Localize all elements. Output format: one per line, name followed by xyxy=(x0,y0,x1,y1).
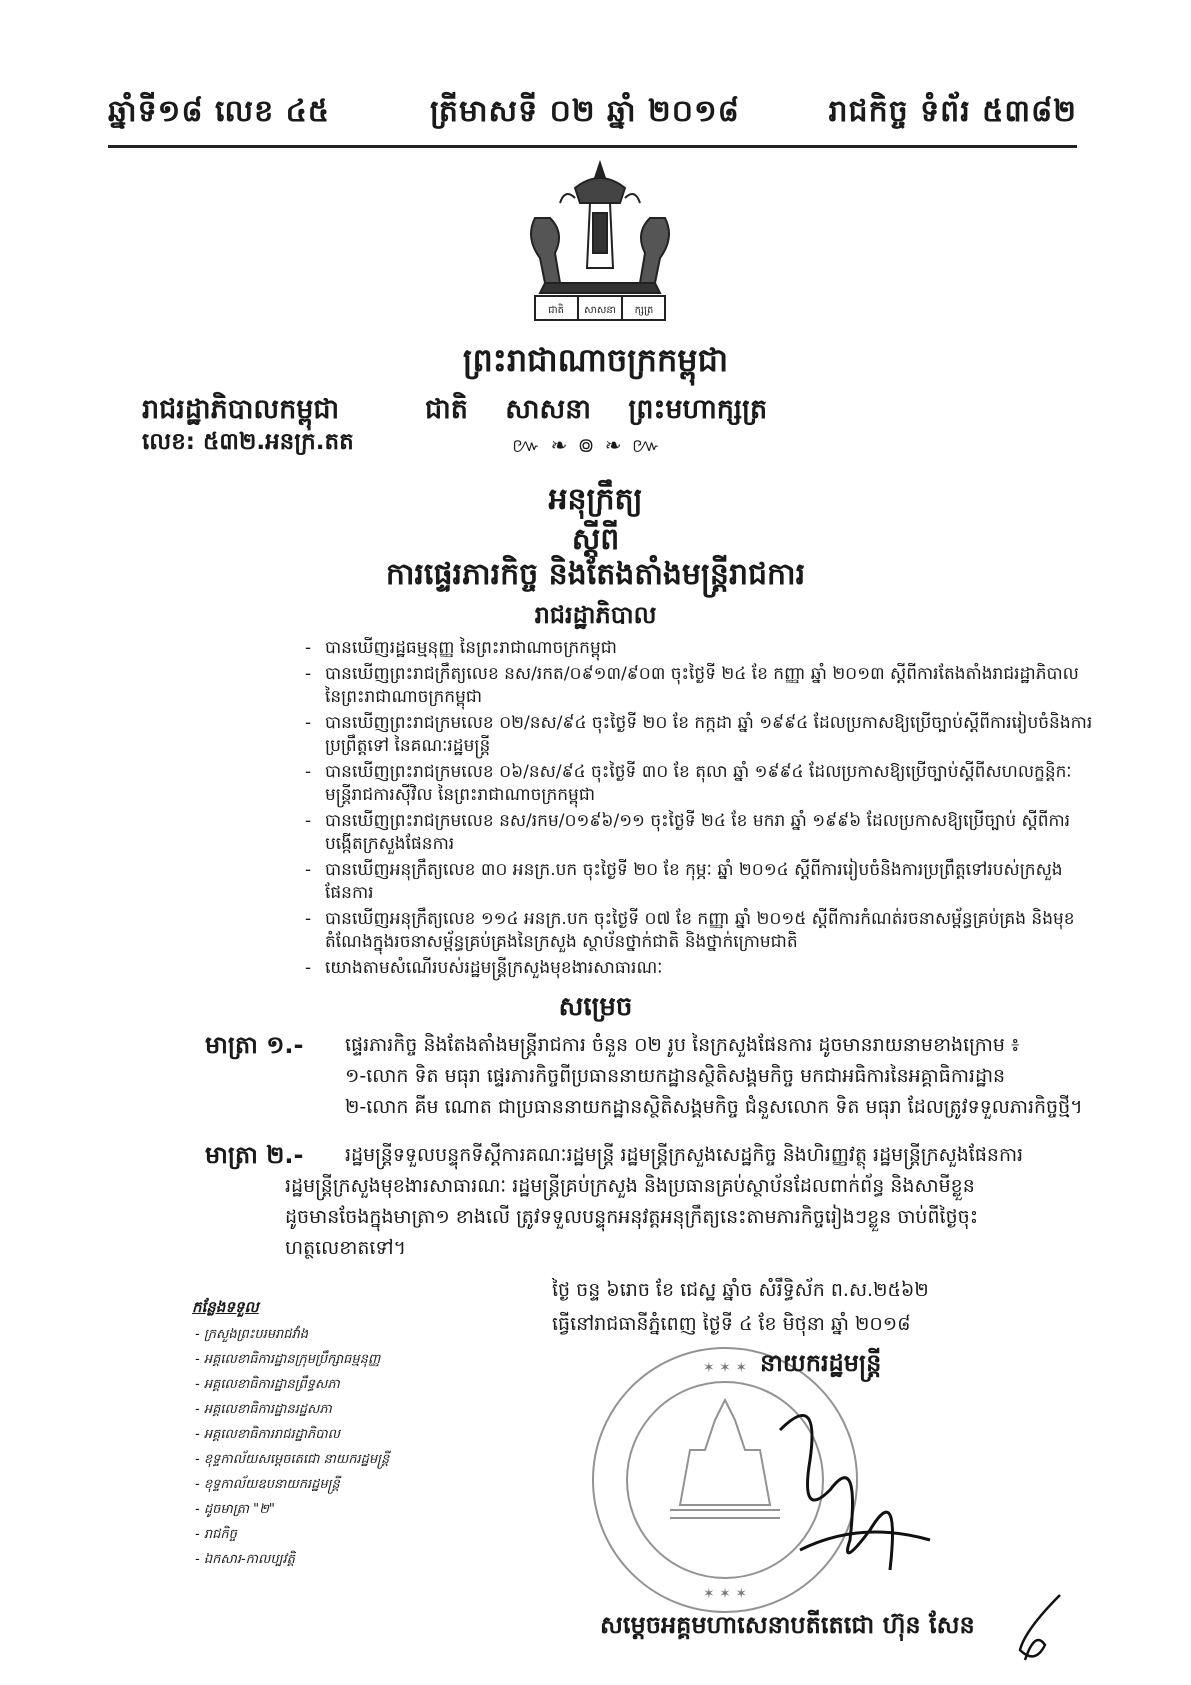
article-text: ហត្ថលេខាតទៅ។ xyxy=(285,1237,407,1259)
svg-text:សាសនា: សាសនា xyxy=(584,305,616,316)
list-item: - បានឃើញព្រះរាជក្រឹត្យលេខ នស/រកត/០៩១៣/៩០៣ ចុះថ្ងៃទី ២៤ ខែ កញ្ញា ឆ្នាំ ២០១៣ ស្តីពីការតែងតាំងរាជរដ្ឋាភិបាល នៃព្រះរាជាណាចក្រកម្ពុជា xyxy=(305,664,1079,707)
article-text: ដូចមានចែងក្នុងមាត្រា១ ខាងលើ ត្រូវទទួលបន្ទុកអនុវត្តអនុក្រឹត្យនេះតាមភារកិច្ចរៀងៗខ្លួន ចាប់ពីថ្ងៃចុះ xyxy=(285,1206,979,1228)
list-item: - ឯកសារ-កាលប្បវត្តិ xyxy=(195,1552,295,1567)
considerations-list xyxy=(305,637,1095,983)
reference-number: លេខ: ៥៣២.អនក្រ.តត xyxy=(142,429,354,455)
list-item: - ក្រសួងព្រះបរមរាជវាំង xyxy=(195,1327,309,1342)
lunar-date: ថ្ងៃ ចន្ទ ៦រោច ខែ ជេស្ឋ ឆ្នាំច សំរឹទ្ធិស័ក ព.ស.២៥៦២ xyxy=(552,1279,929,1301)
decision-heading: សម្រេច xyxy=(558,992,633,1022)
issuer: រាជរដ្ឋាភិបាល xyxy=(534,601,657,629)
list-item: - អគ្គលេខាធិការរាជរដ្ឋាភិបាល xyxy=(195,1427,340,1442)
title-about: ស្តីពី xyxy=(571,522,620,557)
svg-text:✶ ✶ ✶: ✶ ✶ ✶ xyxy=(702,1586,748,1602)
article-1 xyxy=(205,1030,1100,1123)
document-type: អនុក្រឹត្យ xyxy=(548,482,643,517)
solar-date: ធ្វើនៅរាជធានីភ្នំពេញ ថ្ងៃទី ៤ ខែ មិថុនា ឆ្នាំ ២០១៨ xyxy=(552,1313,911,1335)
list-item: - បានឃើញរដ្ឋធម្មនុញ្ញ នៃព្រះរាជាណាចក្រកម្ពុជា xyxy=(305,638,617,658)
header-rule xyxy=(108,145,1077,148)
list-item: - បានឃើញព្រះរាជក្រមលេខ ០២/នស/៩៤ ចុះថ្ងៃទី ២០ ខែ កក្កដា ឆ្នាំ ១៩៩៤ ដែលប្រកាសឱ្យប្រើច្បាប់ស្តីពីការរៀបចំនិងការប្រព្រឹត្តទៅ នៃគណៈរដ្ឋមន្ត្រី xyxy=(305,713,1093,756)
signature-icon xyxy=(740,1370,940,1590)
list-item: - អគ្គលេខាធិការដ្ឋានព្រឹទ្ធសភា xyxy=(195,1377,340,1392)
article-text: ផ្ទេរភារកិច្ច និងតែងតាំងមន្ត្រីរាជការ ចំនួន ០២ រូប នៃក្រសួងផែនការ ដូចមានរាយនាមខាងក្រោម ៖ xyxy=(345,1034,1020,1056)
list-item: - បានឃើញអនុក្រឹត្យលេខ ១១៤ អនក្រ.បក ចុះថ្ងៃទី ០៧ ខែ កញ្ញា ឆ្នាំ ២០១៥ ស្តីពីការកំណត់រចនាសម្ព័ន្ធគ្រប់គ្រង និងមុខតំណែងក្នុងរចនាសម្ព័ន្ធគ្រប់គ្រងនៃក្រសួង ស្ថាប័នថ្នាក់ជាតិ និងថ្នាក់ក្រោមជាតិ xyxy=(305,909,1075,952)
list-item: - រាជកិច្ច xyxy=(195,1527,237,1542)
svg-text:✶ ✶ ✶: ✶ ✶ ✶ xyxy=(702,1360,748,1376)
recipients-heading: កន្លែងទទួល xyxy=(192,1298,259,1316)
gazette-page: រាជកិច្ច ទំព័រ ៥៣៨២ xyxy=(828,94,1077,129)
list-item: - បានឃើញព្រះរាជក្រមលេខ នស/រកម/០១៩៦/១១ ចុះថ្ងៃទី ២៤ ខែ មករា ឆ្នាំ ១៩៩៦ ដែលប្រកាសឱ្យប្រើច្បាប់ ស្តីពីការបង្កើតក្រសួងផែនការ xyxy=(305,811,1071,854)
gazette-quarter: ត្រីមាសទី ០២ ឆ្នាំ ២០១៨ xyxy=(430,94,740,129)
list-item: - អគ្គលេខាធិការដ្ឋានក្រុមប្រឹក្សាធម្មនុញ្ញ xyxy=(195,1352,381,1367)
recipients-list xyxy=(195,1322,389,1572)
document-subject: ការផ្ទេរភារកិច្ច និងតែងតាំងមន្ត្រីរាជការ xyxy=(385,557,806,592)
article-text: រដ្ឋមន្ត្រីទទួលបន្ទុកទីស្តីការគណៈរដ្ឋមន្ត្រី រដ្ឋមន្ត្រីក្រសួងសេដ្ឋកិច្ច និងហិរញ្ញវត្ថុ រដ្ឋមន្ត្រីក្រសួងផែនការ xyxy=(345,1144,1024,1166)
signatory-name: សម្តេចអគ្គមហាសេនាបតីតេជោ ហ៊ុន សែន xyxy=(600,1611,975,1639)
list-item: - ដូចមាត្រា "២" xyxy=(195,1502,275,1517)
royal-coat-of-arms-icon xyxy=(505,158,695,328)
article-item: ២-លោក គីម ណោត ជាប្រធាននាយកដ្ឋានស្ថិតិសង្គមកិច្ច ជំនួសលោក ទិត មធុរា ដែលត្រូវទទួលភារកិច្ចថ្មី។ xyxy=(345,1096,1083,1118)
signatory-title: នាយករដ្ឋមន្ត្រី xyxy=(760,1349,882,1377)
list-item: - បានឃើញអនុក្រឹត្យលេខ ៣០ អនក្រ.បក ចុះថ្ងៃទី ២០ ខែ កុម្ភៈ ឆ្នាំ ២០១៤ ស្តីពីការរៀបចំនិងការប្រព្រឹត្តទៅរបស់ក្រសួងផែនការ xyxy=(305,860,1063,903)
list-item: - អគ្គលេខាធិការដ្ឋានរដ្ឋសភា xyxy=(195,1402,332,1417)
list-item: - ខុទ្ទកាល័យសម្តេចតេជោ នាយករដ្ឋមន្ត្រី xyxy=(195,1452,390,1467)
list-item: - បានឃើញព្រះរាជក្រមលេខ ០៦/នស/៩៤ ចុះថ្ងៃទី ៣០ ខែ តុលា ឆ្នាំ ១៩៩៤ ដែលប្រកាសឱ្យប្រើច្បាប់ស្តីពីសហលក្ខន្តិកៈមន្ត្រីរាជការស៊ីវិល នៃព្រះរាជាណាចក្រកម្ពុជា xyxy=(305,762,1072,805)
svg-text:ជាតិ: ជាតិ xyxy=(548,305,564,316)
gazette-year-issue: ឆ្នាំទី១៨ លេខ ៤៥ xyxy=(108,94,331,129)
article-label: មាត្រា ២.- xyxy=(205,1141,304,1169)
svg-text:ក្សត្រ: ក្សត្រ xyxy=(634,305,654,316)
kingdom-name: ព្រះរាជាណាចក្រកម្ពុជា xyxy=(462,341,729,379)
list-item: - ខុទ្ទកាល័យឧបនាយករដ្ឋមន្ត្រី xyxy=(195,1477,340,1492)
initial-mark-icon xyxy=(1005,1590,1075,1670)
government-name: រាជរដ្ឋាភិបាលកម្ពុជា xyxy=(142,394,340,425)
ornament-divider: ៚ ❧ ៙ ❧ ៚ xyxy=(512,433,663,457)
article-item: ១-លោក ទិត មធុរា ផ្ទេរភារកិច្ចពីប្រធាននាយកដ្ឋានស្ថិតិសង្គមកិច្ច មកជាអធិការនៃអគ្គាធិការដ្ឋាន xyxy=(345,1065,1006,1087)
list-item: - យោងតាមសំណើរបស់រដ្ឋមន្ត្រីក្រសួងមុខងារសាធារណៈ xyxy=(305,958,663,978)
article-2 xyxy=(205,1140,1100,1264)
article-label: មាត្រា ១.- xyxy=(205,1031,304,1059)
national-motto: ជាតិ សាសនា ព្រះមហាក្សត្រ xyxy=(425,394,768,425)
article-text: រដ្ឋមន្ត្រីក្រសួងមុខងារសាធារណៈ រដ្ឋមន្ត្រីគ្រប់ក្រសួង និងប្រធានគ្រប់ស្ថាប័នដែលពាក់ព័ន្ធ និងសាមីខ្លួន xyxy=(285,1175,975,1197)
